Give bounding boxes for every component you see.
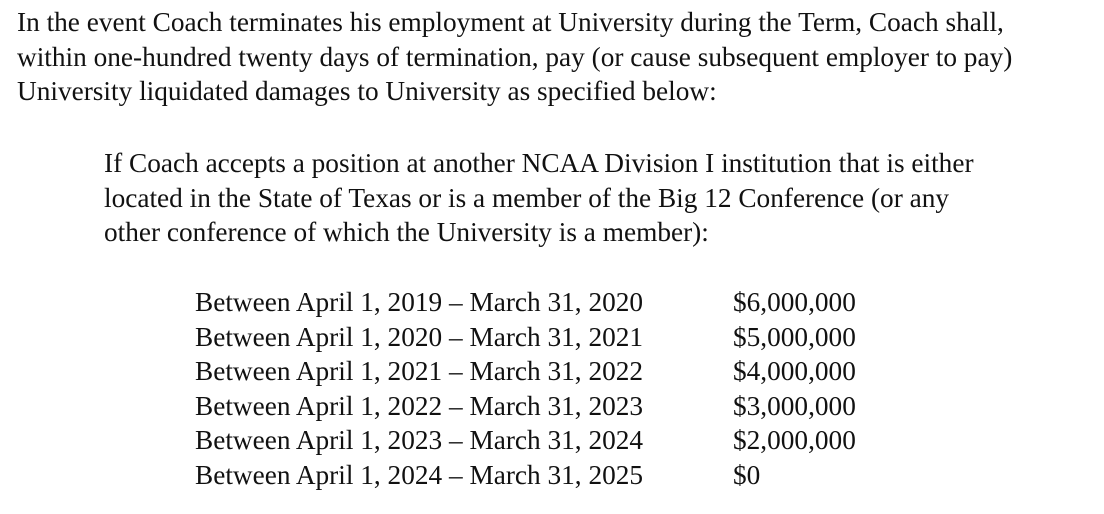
condition-paragraph — [104, 146, 1064, 250]
damages-schedule — [195, 285, 856, 492]
schedule-row — [195, 320, 856, 355]
schedule-amount: $0 — [733, 459, 761, 490]
condition-line: other conference of which the University is a member): — [104, 217, 709, 248]
intro-line: University liquidated damages to University as specified below: — [17, 76, 717, 107]
schedule-row — [195, 389, 856, 424]
schedule-amount: $6,000,000 — [733, 287, 856, 317]
schedule-row — [195, 354, 856, 389]
condition-line: located in the State of Texas or is a member of the Big 12 Conference (or any — [104, 182, 950, 213]
schedule-amount: $4,000,000 — [733, 356, 856, 386]
intro-line: within one-hundred twenty days of termination, pay (or cause subsequent employer to pay) — [17, 41, 1013, 72]
schedule-amount: $3,000,000 — [733, 390, 856, 421]
schedule-row — [195, 458, 856, 493]
schedule-amount: $5,000,000 — [733, 321, 856, 352]
condition-line: If Coach accepts a position at another NCAA Division I institution that is either — [104, 148, 974, 178]
intro-paragraph — [17, 5, 1102, 109]
schedule-period: Between April 1, 2021 – March 31, 2022 — [195, 356, 644, 386]
schedule-amount: $2,000,000 — [733, 425, 856, 455]
schedule-row — [195, 285, 856, 320]
schedule-period: Between April 1, 2020 – March 31, 2021 — [195, 321, 644, 352]
schedule-period: Between April 1, 2019 – March 31, 2020 — [195, 287, 644, 317]
schedule-period: Between April 1, 2022 – March 31, 2023 — [195, 390, 644, 421]
intro-line: In the event Coach terminates his employment at University during the Term, Coach shall, — [17, 7, 1004, 37]
schedule-period: Between April 1, 2024 – March 31, 2025 — [195, 459, 644, 490]
schedule-period: Between April 1, 2023 – March 31, 2024 — [195, 425, 644, 455]
schedule-row — [195, 423, 856, 458]
